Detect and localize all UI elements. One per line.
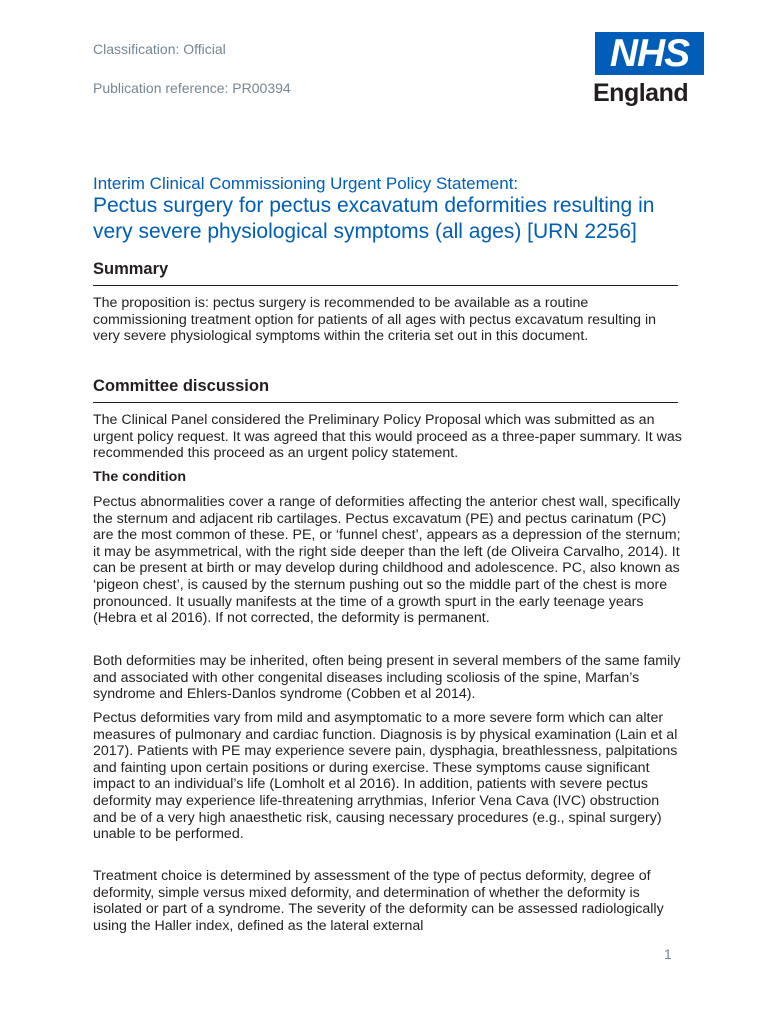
publication-reference: Publication reference: PR00394 bbox=[93, 80, 291, 96]
page-number: 1 bbox=[664, 946, 672, 962]
nhs-england-logo bbox=[593, 32, 707, 108]
condition-paragraph-2: Both deformities may be inherited, often being present in several members of the same family and associated with other congenital diseases including scoliosis of the spine, Marfan’s syndrome and Ehlers-Danlos syndrome (Cobben et al 2014). bbox=[93, 653, 681, 703]
document-title: Pectus surgery for pectus excavatum deformities resulting in very severe physiological symptoms (all ages) [URN 2256] bbox=[93, 194, 655, 243]
condition-paragraph-1: Pectus abnormalities cover a range of deformities affecting the anterior chest wall, specifically the sternum and adjacent rib cartilages. Pectus excavatum (PE) and pectus carinatum (PC) are the most common of these. PE, or ‘funnel chest’, appears as a depression of the sternum; it may be asymmetrical, with the right side deeper than the left (de Oliveira Carvalho, 2014). It can be present at birth or may develop during childhood and adolescence. PC, also known as ‘pigeon chest’, is caused by the sternum pushing out so the middle part of the chest is more pronounced. It usually manifests at the time of a growth spurt in the early teenage years (Hebra et al 2016). If not corrected, the deformity is permanent. bbox=[93, 494, 681, 627]
condition-paragraph-3: Pectus deformities vary from mild and asymptomatic to a more severe form which can alter measures of pulmonary and cardiac function. Diagnosis is by physical examination (Lain et al 2017). Patients with PE may experience severe pain, dysphagia, breathlessness, palpitations and fainting upon certain positions or during exercise. These symptoms cause significant impact to an individual’s life (Lomholt et al 2016). In addition, patients with severe pectus deformity may experience life-threatening arrythmias, Inferior Vena Cava (IVC) obstruction and be of a very high anaesthetic risk, causing necessary procedures (e.g., spinal surgery) unable to be performed. bbox=[93, 710, 678, 843]
document-kicker: Interim Clinical Commissioning Urgent Policy Statement: bbox=[93, 174, 519, 193]
condition-paragraph-4: Treatment choice is determined by assessment of the type of pectus deformity, degree of deformity, simple versus mixed deformity, and determination of whether the deformity is isolated or part of a syndrome. The severity of the deformity can be assessed radiologically using the Haller index, defined as the lateral external bbox=[93, 868, 664, 934]
nhs-logo-region: England bbox=[593, 79, 689, 107]
summary-paragraph: The proposition is: pectus surgery is recommended to be available as a routine commissioning treatment option for patients of all ages with pectus excavatum resulting in very severe physiological symptoms within the criteria set out in this document. bbox=[93, 295, 657, 345]
summary-heading: Summary bbox=[93, 259, 678, 286]
nhs-logo-mark: NHS bbox=[595, 32, 704, 75]
committee-paragraph: The Clinical Panel considered the Preliminary Policy Proposal which was submitted as an urgent policy request. It was agreed that this would proceed as a three-paper summary. It was recommended this proceed as an urgent policy statement. bbox=[93, 412, 682, 462]
condition-heading: The condition bbox=[93, 469, 186, 485]
classification-label: Classification: Official bbox=[93, 41, 226, 57]
committee-discussion-heading: Committee discussion bbox=[93, 376, 678, 403]
